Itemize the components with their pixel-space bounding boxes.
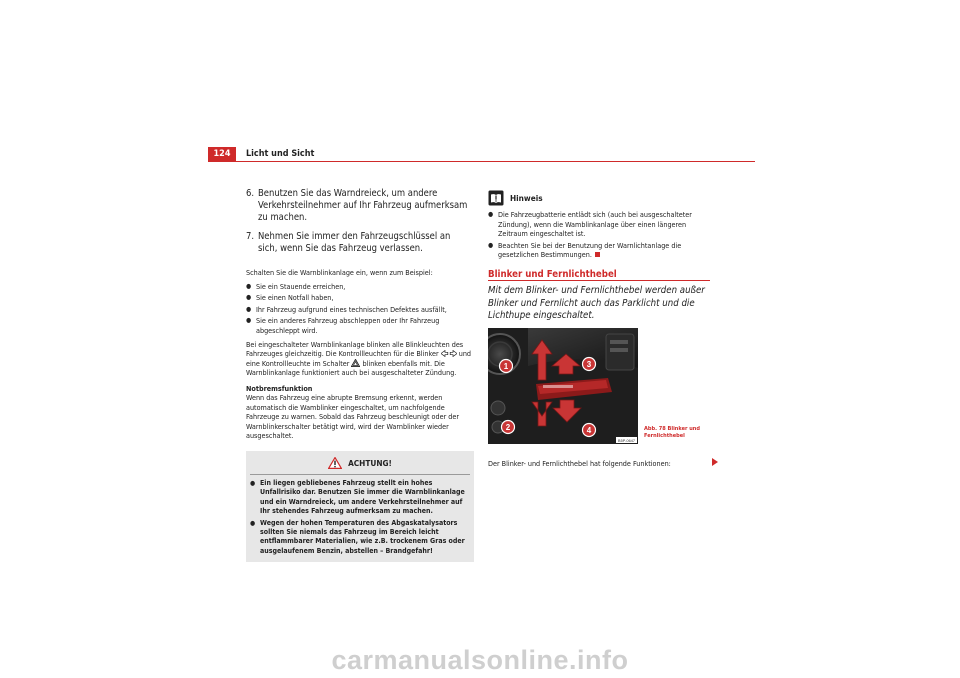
step-6 xyxy=(246,188,472,224)
list-item: ● Sie ein anderes Fahrzeug abschleppen oder Ihr Fahrzeug abgeschleppt wird. xyxy=(246,316,472,335)
step-text: Nehmen Sie immer den Fahrzeugschlüssel an sich, wenn Sie das Fahrzeug verlassen. xyxy=(258,231,451,254)
header-rule xyxy=(208,161,755,162)
figure-caption: Abb. 78 Blinker und Fernlichthebel xyxy=(644,426,700,439)
callout-4 xyxy=(583,424,596,437)
callout-2 xyxy=(502,421,515,434)
lead-text: Mit dem Blinker- und Fernlichthebel werden außer Blinker und Fernlicht auch das Parklicht und die Lichthupe eingeschaltet. xyxy=(488,285,705,322)
hazard-light-paragraph xyxy=(246,340,472,378)
heading-rule xyxy=(488,280,710,281)
hint-item: ● Die Fahrzeugbatterie entlädt sich (auch bei ausgeschalteter Zündung), wenn die Wamblinkanlage über einen längeren Zeitraum eingeschaltet ist. xyxy=(488,210,710,239)
emergency-brake-paragraph: Wenn das Fahrzeug eine abrupte Bremsung erkennt, werden automatisch die Wamblinker eingeschaltet, um nachfolgende Fahrzeuge zu warnen. Sobald das Fahrzeug beschleunigt oder der Warnblinkerschalter betätigt wird, wird der Warnblinker wieder ausgeschaltet. xyxy=(246,392,460,441)
hazard-triangle-icon xyxy=(351,359,360,367)
figure-code: B5P-0647 xyxy=(618,438,635,443)
turn-signal-arrows-icon xyxy=(441,350,457,357)
callout-1 xyxy=(500,360,513,373)
step-text: Benutzen Sie das Warndreieck, um andere Verkehrsteilnehmer auf Ihr Fahrzeug aufmerksam zu machen. xyxy=(258,188,468,223)
hint-item-text: Beachten Sie bei der Benutzung der Warnlichtanlage die gesetzlichen Bestimmungen. xyxy=(498,240,682,260)
list-item: ● Sie einen Notfall haben, xyxy=(246,293,472,303)
callout-3 xyxy=(583,358,596,371)
warning-header xyxy=(246,456,474,470)
warning-box xyxy=(246,451,474,562)
end-marker-icon xyxy=(595,252,600,257)
warning-title: ACHTUNG! xyxy=(348,457,392,468)
section-title: Licht und Sicht xyxy=(246,149,315,159)
list-item: ● Ihr Fahrzeug aufgrund eines technischen Defektes ausfällt, xyxy=(246,305,472,315)
warning-item: ● Wegen der hohen Temperaturen des Abgaskatalysators sollten Sie niemals das Fahrzeug im Bereich leicht entflammbarer Materialien, wie z.B. trockenem Gras oder ausgelaufenem Benzin, abstellen – Brandgefahr! xyxy=(246,519,474,557)
step-7 xyxy=(246,231,472,255)
callout-label: 2 xyxy=(505,423,511,432)
info-icon xyxy=(488,190,504,206)
lever-figure xyxy=(488,328,638,444)
warning-item: ● Ein liegen gebliebenes Fahrzeug stellt ein hohes Unfallrisiko dar. Benutzen Sie immer die Warnblinkanlage und ein Warndreieck, um andere Verkehrsteilnehmer auf Ihr stehendes Fahrzeug aufmerksam zu machen. xyxy=(246,479,474,517)
lever-illustration xyxy=(488,328,638,444)
step-number: 6. xyxy=(246,188,255,199)
callout-label: 4 xyxy=(586,426,592,435)
right-column xyxy=(488,190,710,262)
final-text: Der Blinker- und Fernlichthebel hat folgende Funktionen: xyxy=(488,459,671,468)
hint-item xyxy=(488,241,710,260)
paragraph-part: blinken ebenfalls mit. Die Warnblinkanlage funktioniert auch bei ausgeschalteter Zündung. xyxy=(246,358,457,378)
page-number: 124 xyxy=(208,147,236,161)
callout-label: 3 xyxy=(586,360,592,369)
continue-arrow-icon xyxy=(712,458,718,466)
left-column xyxy=(246,188,472,562)
callout-label: 1 xyxy=(503,362,509,371)
hint-header xyxy=(488,190,710,206)
subheading: Notbremsfunktion xyxy=(246,383,313,393)
paragraph-part: Bei eingeschalteter Warnblinkanlage blinken alle Blinkleuchten des Fahrzeuges gleichzeitig. Die Kontrollleuchten für die Blinker xyxy=(246,339,464,359)
paragraph-part: und eine Kontrollleuchte im Schalter xyxy=(246,349,472,368)
warning-triangle-icon xyxy=(328,457,342,469)
watermark: carmanualsonline.info xyxy=(331,645,629,675)
intro-text: Schalten Sie die Warnblinkanlage ein, wenn zum Beispiel: xyxy=(246,268,433,277)
divider xyxy=(250,474,470,475)
step-number: 7. xyxy=(246,231,255,242)
hint-title: Hinweis xyxy=(510,193,543,203)
section-heading: Blinker und Fernlichthebel xyxy=(488,269,617,280)
list-item: ● Sie ein Stauende erreichen, xyxy=(246,282,472,292)
